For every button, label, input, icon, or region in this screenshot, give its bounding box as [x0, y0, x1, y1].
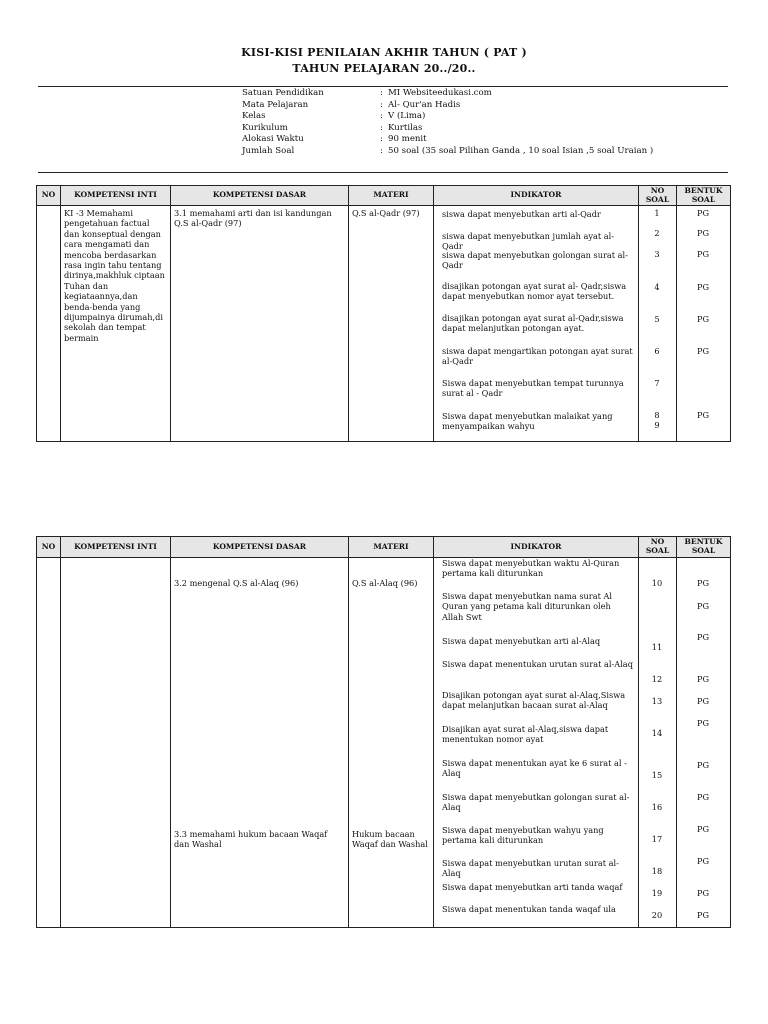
- info-separator: :: [380, 88, 383, 98]
- header-indikator: INDIKATOR: [434, 186, 639, 206]
- bentuk-soal: PG: [696, 346, 710, 356]
- no-soal: 2: [654, 228, 660, 238]
- no-soal: 4: [654, 282, 660, 292]
- no-soal: 20: [651, 910, 663, 920]
- indikator-item: Siswa dapat menentukan tanda waqaf ula: [442, 904, 616, 914]
- indikator-item: Siswa dapat menyebutkan arti al-Alaq: [442, 636, 601, 646]
- document-title: KISI-KISI PENILAIAN AKHIR TAHUN ( PAT ): [241, 46, 527, 59]
- kd-text: 3.3 memahami hukum bacaan Waqaf dan Washal: [174, 829, 328, 850]
- header-no: NO: [37, 186, 61, 206]
- indikator-item: Disajikan ayat surat al-Alaq,siswa dapat menentukan nomor ayat: [442, 724, 609, 745]
- cell-indikator: [434, 558, 639, 928]
- no-soal: 6: [654, 346, 660, 356]
- no-soal: 5: [654, 314, 660, 324]
- kisi-table-1: [36, 185, 731, 442]
- no-soal: 7: [654, 378, 660, 388]
- header-materi: MATERI: [349, 186, 434, 206]
- bentuk-soal: PG: [696, 674, 710, 684]
- info-divider: [38, 172, 728, 173]
- bentuk-soal: PG: [696, 792, 710, 802]
- cell-no: [37, 206, 61, 442]
- indikator-item: Siswa dapat menentukan urutan surat al-Alaq: [442, 659, 633, 669]
- indikator-item: Siswa dapat menyebutkan arti tanda waqaf: [442, 882, 623, 892]
- document-subtitle: TAHUN PELAJARAN 20../20..: [292, 62, 476, 75]
- bentuk-soal: PG: [696, 910, 710, 920]
- info-label: Mata Pelajaran: [242, 99, 309, 110]
- header-kompetensi-inti: KOMPETENSI INTI: [61, 537, 171, 558]
- info-row: [242, 146, 653, 158]
- no-soal: 8: [654, 410, 660, 420]
- header-kompetensi-dasar: KOMPETENSI DASAR: [171, 537, 349, 558]
- info-label: Jumlah Soal: [242, 145, 295, 156]
- indikator-item: Siswa dapat menyebutkan waktu Al-Quran pertama kali diturunkan: [442, 558, 620, 579]
- info-separator: :: [380, 122, 383, 133]
- no-soal: 17: [651, 834, 663, 844]
- table-header-row: [37, 186, 731, 206]
- bentuk-soal: PG: [696, 856, 710, 866]
- no-soal: 12: [651, 674, 663, 684]
- no-soal: 19: [651, 888, 663, 898]
- header-bentuk-soal: BENTUK SOAL: [677, 186, 731, 206]
- cell-kompetensi-dasar: [171, 206, 349, 442]
- info-label: Alokasi Waktu: [242, 134, 304, 145]
- bentuk-soal: PG: [696, 249, 710, 259]
- cell-bentuk-soal: [677, 206, 731, 442]
- indikator-item: siswa dapat menyebutkan arti al-Qadr: [442, 209, 601, 219]
- cell-no-soal: [639, 206, 677, 442]
- top-divider: [38, 86, 728, 87]
- bentuk-soal: PG: [696, 888, 710, 898]
- bentuk-soal: PG: [696, 228, 710, 238]
- bentuk-soal: PG: [696, 760, 710, 770]
- no-soal: 15: [651, 770, 663, 780]
- no-soal: 3: [654, 249, 660, 259]
- info-row: [242, 88, 653, 100]
- cell-kompetensi-inti: [61, 558, 171, 928]
- bentuk-soal: PG: [696, 718, 710, 728]
- indikator-item: Siswa dapat menentukan ayat ke 6 surat al - Alaq: [442, 758, 627, 779]
- cell-indikator: [434, 206, 639, 442]
- indikator-item: Siswa dapat menyebutkan nama surat Al Quran yang petama kali diturunkan oleh Allah Swt: [442, 591, 613, 622]
- table-header-row: [37, 537, 731, 558]
- bentuk-soal: PG: [696, 632, 710, 642]
- cell-kompetensi-inti: [61, 206, 171, 442]
- indikator-item: Siswa dapat menyebutkan urutan surat al-Alaq: [442, 858, 619, 879]
- info-label: Kelas: [242, 111, 266, 122]
- header-no-soal: NO SOAL: [639, 186, 677, 206]
- info-row: [242, 111, 653, 123]
- info-row: [242, 100, 653, 112]
- materi-text: Q.S al-Qadr (97): [352, 208, 420, 218]
- cell-bentuk-soal: [677, 558, 731, 928]
- no-soal: 10: [651, 578, 663, 588]
- info-separator: :: [380, 134, 383, 145]
- kd-text: 3.2 mengenal Q.S al-Alaq (96): [174, 578, 299, 588]
- info-separator: :: [380, 145, 383, 156]
- info-separator: :: [380, 111, 383, 122]
- no-soal: 11: [651, 642, 663, 652]
- indikator-item: Siswa dapat menyebutkan malaikat yang menyampaikan wahyu: [442, 411, 613, 432]
- info-separator: :: [380, 99, 383, 110]
- bentuk-soal: PG: [696, 314, 710, 324]
- cell-no: [37, 558, 61, 928]
- kisi-table-2: [36, 536, 731, 928]
- info-value: V (Lima): [388, 111, 426, 122]
- header-materi: MATERI: [349, 537, 434, 558]
- header-kompetensi-dasar: KOMPETENSI DASAR: [171, 186, 349, 206]
- info-label: Kurikulum: [242, 122, 288, 133]
- header-bentuk-soal: BENTUK SOAL: [677, 537, 731, 558]
- indikator-item: Siswa dapat menyebutkan golongan surat al-Alaq: [442, 792, 630, 813]
- info-label: Satuan Pendidikan: [242, 88, 324, 98]
- table-row: [37, 206, 731, 442]
- header-no: NO: [37, 537, 61, 558]
- no-soal: 14: [651, 728, 663, 738]
- header-kompetensi-inti: KOMPETENSI INTI: [61, 186, 171, 206]
- bentuk-soal: PG: [696, 824, 710, 834]
- cell-kompetensi-dasar: [171, 558, 349, 928]
- cell-no-soal: [639, 558, 677, 928]
- info-row: [242, 134, 653, 146]
- ki-text: KI -3 Memahami pengetahuan factual dan konseptual dengan cara mengamati dan mencoba berdasarkan rasa ingin tahu tentang dirinya,makhluk ciptaan Tuhan dan kegiataannya,dan benda-benda yang dijumpainya dirumah,di sekolah dan tempat bermain: [64, 208, 165, 343]
- bentuk-soal: PG: [696, 282, 710, 292]
- info-value: MI Websiteedukasi.com: [388, 88, 492, 98]
- bentuk-soal: PG: [696, 601, 710, 611]
- cell-materi: [349, 558, 434, 928]
- info-value: Kurtilas: [388, 122, 423, 133]
- materi-text: Hukum bacaan Waqaf dan Washal: [352, 829, 428, 850]
- bentuk-soal: PG: [696, 696, 710, 706]
- no-soal: 16: [651, 802, 663, 812]
- indikator-item: Disajikan potongan ayat surat al-Alaq,Siswa dapat melanjutkan bacaan surat al-Alaq: [442, 690, 626, 711]
- cell-materi: [349, 206, 434, 442]
- bentuk-soal: PG: [696, 208, 710, 218]
- bentuk-soal: PG: [696, 410, 710, 420]
- header-no-soal: NO SOAL: [639, 537, 677, 558]
- info-value: 50 soal (35 soal Pilihan Ganda , 10 soal Isian ,5 soal Uraian ): [388, 145, 654, 156]
- no-soal: 18: [651, 866, 663, 876]
- kd-text: 3.1 memahami arti dan isi kandungan Q.S al-Qadr (97): [174, 208, 332, 229]
- no-soal: 13: [651, 696, 663, 706]
- indikator-item: disajikan potongan ayat surat al- Qadr,siswa dapat menyebutkan nomor ayat tersebut.: [442, 281, 627, 302]
- info-block: [242, 88, 653, 158]
- info-value: 90 menit: [388, 134, 427, 145]
- table-row: [37, 558, 731, 928]
- materi-text: Q.S al-Alaq (96): [352, 578, 418, 588]
- no-soal: 9: [654, 420, 660, 430]
- indikator-item: siswa dapat mengartikan potongan ayat surat al-Qadr: [442, 346, 633, 367]
- indikator-item: siswa dapat menyebutkan golongan surat al-Qadr: [442, 250, 628, 271]
- indikator-item: disajikan potongan ayat surat al-Qadr,siswa dapat melanjutkan potongan ayat.: [442, 313, 624, 334]
- indikator-item: siswa dapat menyebutkan jumlah ayat al-Qadr: [442, 231, 615, 252]
- bentuk-soal: PG: [696, 578, 710, 588]
- header-indikator: INDIKATOR: [434, 537, 639, 558]
- indikator-item: Siswa dapat menyebutkan wahyu yang pertama kali diturunkan: [442, 825, 604, 846]
- info-value: Al- Qur'an Hadis: [388, 99, 461, 110]
- info-row: [242, 123, 653, 135]
- no-soal: 1: [654, 208, 660, 218]
- indikator-item: Siswa dapat menyebutkan tempat turunnya surat al - Qadr: [442, 378, 624, 399]
